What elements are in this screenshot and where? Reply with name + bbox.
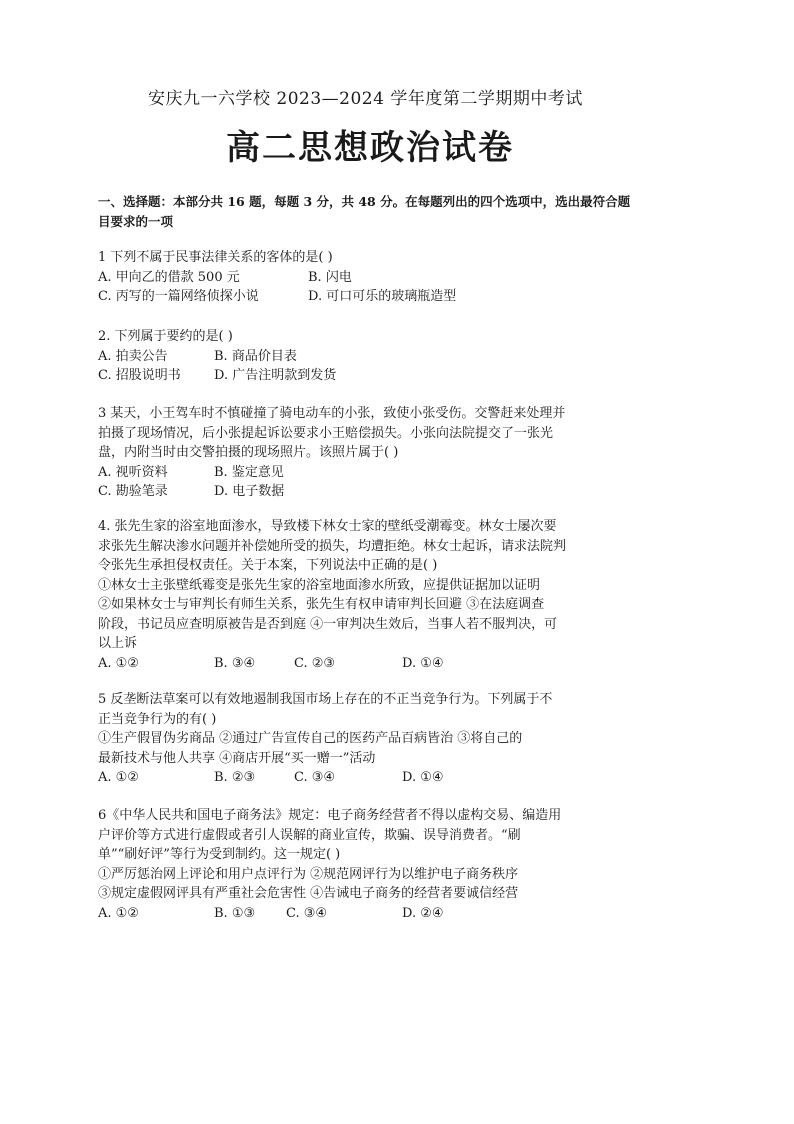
question-4-stem-line-3: 令张先生承担侵权责任。关于本案，下列说法中正确的是( )	[98, 558, 438, 573]
question-4-option-b: B. ③④	[214, 655, 256, 671]
question-2-option-c: C. 招股说明书	[98, 368, 181, 383]
question-2-options-row-1	[98, 347, 618, 367]
question-3-options-row-1	[98, 463, 618, 483]
question-2-option-b: B. 商品价目表	[214, 348, 297, 364]
question-6-option-a: A. ①②	[98, 905, 139, 921]
question-1-option-c: C. 丙写的一篇网络侦探小说	[98, 289, 259, 304]
question-6-option-c: C. ③④	[286, 905, 328, 921]
question-5-stem-line-2: 正当竞争行为的有( )	[98, 711, 217, 727]
question-5-statement-line-2: 最新技术与他人共享 ④商店开展“买一赠一”活动	[98, 750, 376, 766]
question-5-option-b: B. ②③	[214, 770, 256, 785]
question-6-stem-line-1: 6《中华人民共和国电子商务法》规定：电子商务经营者不得以虚构交易、编造用	[98, 808, 562, 823]
question-4	[98, 517, 618, 673]
question-3-stem-line-1: 3 某天，小王驾车时不慎碰撞了骑电动车的小张，致使小张受伤。交警赶来处理并	[98, 406, 566, 421]
question-4-statement-line-4: 以上诉	[98, 636, 138, 651]
question-3-option-b: B. 鉴定意见	[214, 464, 284, 480]
question-5-statement-line-1: ①生产假冒伪劣商品 ②通过广告宣传自己的医药产品百病皆治 ③将自己的	[98, 731, 523, 746]
question-5-stem-line-1: 5 反垄断法草案可以有效地遏制我国市场上存在的不正当竞争行为。下列属于不	[98, 692, 553, 707]
question-3-option-c: C. 勘验笔录	[98, 484, 168, 499]
question-3	[98, 404, 618, 502]
question-1-options-row-1	[98, 268, 618, 288]
question-1-option-d: D. 可口可乐的玻璃瓶造型	[308, 289, 457, 304]
question-4-option-c: C. ②③	[294, 655, 336, 671]
question-6-stem-line-2: 户评价等方式进行虚假或者引人误解的商业宣传，欺骗、误导消费者。“刷	[98, 827, 521, 843]
question-4-statement-line-2: ②如果林女士与审判长有师生关系，张先生有权申请审判长回避 ③在法庭调查	[98, 597, 545, 612]
question-3-option-a: A. 视听资料	[98, 464, 168, 480]
question-5-option-a: A. ①②	[98, 770, 139, 785]
question-3-stem-line-2: 拍摄了现场情况，后小张提起诉讼要求小王赔偿损失。小张向法院提交了一张光	[98, 425, 554, 441]
question-1-options-row-2	[98, 287, 618, 307]
question-1-option-b: B. 闪电	[308, 269, 352, 285]
question-4-statement-line-1: ①林女士主张壁纸霉变是张先生家的浴室地面渗水所致，应提供证据加以证明	[98, 577, 541, 593]
question-2-option-d: D. 广告注明款到发货	[214, 368, 337, 383]
question-3-option-d: D. 电子数据	[214, 484, 285, 499]
exam-subtitle: 安庆九一六学校 2023—2024 学年度第二学期期中考试	[148, 89, 583, 109]
question-6	[98, 806, 618, 923]
question-4-stem-line-2: 求张先生解决渗水问题并补偿她所受的损失，均遭拒绝。林女士起诉，请求法院判	[98, 538, 567, 554]
question-1-stem: 1 下列不属于民事法律关系的客体的是( )	[98, 250, 333, 265]
question-2-option-a: A. 拍卖公告	[98, 348, 168, 364]
question-6-statement-line-1: ①严厉惩治网上评论和用户点评行为 ②规范网评行为以维护电子商务秩序	[98, 866, 519, 882]
question-4-statement-line-3: 阶段，书记员应查明原被告是否到庭 ④一审判决生效后，当事人若不服判决，可	[98, 616, 558, 632]
question-4-options-row	[98, 654, 618, 674]
question-6-options-row	[98, 904, 618, 924]
question-3-options-row-2	[98, 482, 618, 502]
exam-title: 高二思想政治试卷	[226, 128, 514, 168]
question-5	[98, 690, 618, 788]
question-6-option-d: D. ②④	[402, 905, 444, 921]
question-4-stem-line-1: 4. 张先生家的浴室地面渗水，导致楼下林女士家的壁纸受潮霉变。林女士屡次要	[98, 519, 557, 534]
question-5-option-c: C. ③④	[294, 770, 336, 785]
question-6-option-b: B. ①③	[214, 905, 256, 921]
question-5-options-row	[98, 768, 618, 788]
question-4-option-a: A. ①②	[98, 655, 139, 671]
question-1	[98, 248, 618, 307]
question-6-stem-line-3: 单”“刷好评”等行为受到制约。这一规定( )	[98, 847, 341, 862]
question-4-option-d: D. ①④	[402, 655, 444, 671]
question-1-option-a: A. 甲向乙的借款 500 元	[98, 269, 240, 285]
question-6-statement-line-2: ③规定虚假网评具有严重社会危害性 ④告诫电子商务的经营者要诚信经营	[98, 886, 519, 901]
question-3-stem-line-3: 盘，内附当时由交警拍摄的现场照片。该照片属于( )	[98, 445, 399, 460]
question-5-option-d: D. ①④	[402, 770, 444, 785]
question-2-stem: 2. 下列属于要约的是( )	[98, 329, 233, 344]
question-2-options-row-2	[98, 366, 618, 386]
section-heading: 一、选择题：本部分共 16 题，每题 3 分，共 48 分。在每题列出的四个选项中，选出最符合题目要求的一项	[98, 194, 631, 229]
question-2	[98, 327, 618, 386]
